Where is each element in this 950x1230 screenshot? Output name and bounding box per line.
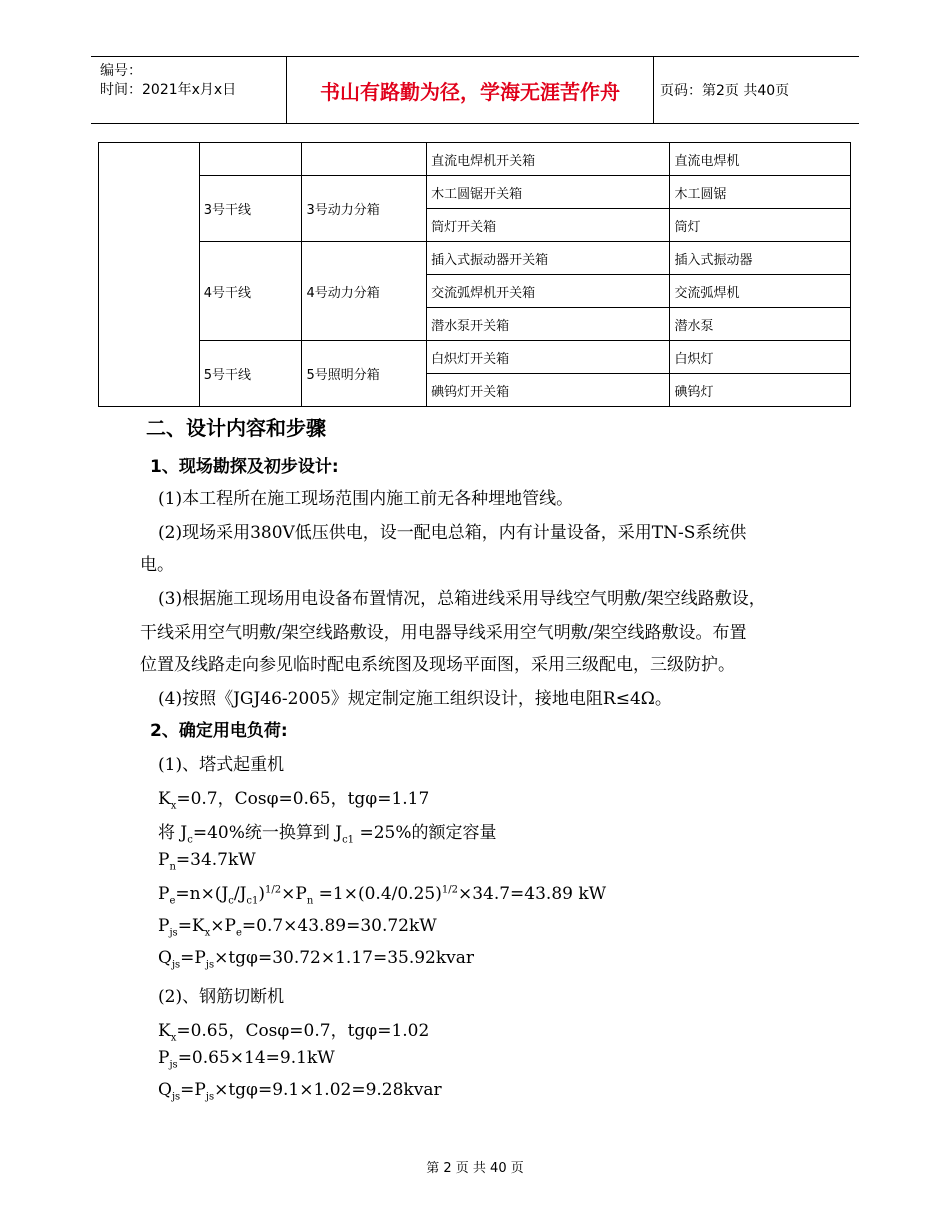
table-cell-merged — [99, 143, 200, 407]
table-cell-trunk: 4号干线 — [199, 242, 302, 341]
paragraph: (3)根据施工现场用电设备布置情况，总箱进线采用导线空气明敷/架空线路敷设， — [158, 589, 766, 609]
table-cell-subbox: 5号照明分箱 — [302, 341, 427, 407]
table-cell: 潜水泵 — [670, 308, 851, 341]
table-cell: 白炽灯开关箱 — [427, 341, 670, 374]
formula-part: =1×(0.4/0.25) — [313, 884, 442, 904]
formula-line — [158, 948, 474, 970]
subscript: c — [187, 834, 193, 846]
paragraph: (2)现场采用380V低压供电，设一配电总箱，内有计量设备，采用TN-S系统供 — [158, 523, 747, 543]
paragraph: (1)本工程所在施工现场范围内施工前无各种埋地管线。 — [158, 489, 574, 509]
formula-part: K — [158, 1021, 171, 1041]
subscript: c — [228, 895, 234, 907]
subscript: x — [170, 1032, 177, 1044]
formula-part: =0.65×14=9.1kW — [177, 1048, 335, 1068]
paragraph: 干线采用空气明敷/架空线路敷设，用电器导线采用空气明敷/架空线路敷设。布置 — [140, 623, 747, 643]
table-cell: 筒灯 — [670, 209, 851, 242]
subscript: n — [169, 861, 176, 873]
table-cell-trunk: 5号干线 — [199, 341, 302, 407]
formula-part: Q — [158, 948, 172, 968]
subscript: js — [171, 1091, 181, 1103]
formula-part: ×P — [281, 884, 307, 904]
subscript: js — [169, 927, 178, 939]
paragraph: 电。 — [140, 555, 174, 575]
item-heading: (1)、塔式起重机 — [158, 755, 285, 775]
formula-part: 将 J — [158, 823, 188, 843]
subscript: js — [205, 959, 215, 971]
item-heading: (2)、钢筋切断机 — [158, 987, 285, 1007]
table-row — [99, 143, 851, 176]
formula-part: =40%统一换算到 J — [192, 823, 343, 843]
superscript: 1/2 — [441, 884, 458, 896]
table-cell: 潜水泵开关箱 — [427, 308, 670, 341]
table-cell: 木工圆锯开关箱 — [427, 176, 670, 209]
table-row — [99, 341, 851, 374]
formula-part: =34.7kW — [175, 850, 256, 870]
table-cell: 交流弧焊机开关箱 — [427, 275, 670, 308]
header-meta — [91, 57, 286, 123]
formula-part: /J — [233, 884, 247, 904]
doc-code-label: 编号： — [100, 63, 142, 79]
subscript: c1 — [342, 834, 355, 846]
page-header — [91, 56, 859, 124]
section-heading: 二、设计内容和步骤 — [146, 416, 326, 440]
subscript: e — [169, 895, 176, 907]
formula-part: P — [158, 1048, 170, 1068]
table-cell-subbox: 4号动力分箱 — [302, 242, 427, 341]
table-cell: 直流电焊机 — [670, 143, 851, 176]
distribution-table — [98, 142, 851, 407]
superscript: 1/2 — [265, 884, 282, 896]
table-cell-subbox: 3号动力分箱 — [302, 176, 427, 242]
formula-part: K — [158, 789, 171, 809]
page-footer: 第 2 页 共 40 页 — [426, 1161, 524, 1176]
paragraph: 位置及线路走向参见临时配电系统图及现场平面图，采用三级配电，三级防护。 — [140, 655, 735, 675]
header-page-info: 页码：第2页 共40页 — [660, 83, 790, 99]
formula-part: ×tgφ=9.1×1.02=9.28kvar — [214, 1080, 442, 1100]
table-cell: 白炽灯 — [670, 341, 851, 374]
subscript: js — [171, 959, 181, 971]
formula-line — [158, 784, 429, 811]
table-cell — [302, 143, 427, 176]
header-motto: 书山有路勤为径，学海无涯苦作舟 — [286, 57, 654, 123]
formula-part: P — [158, 884, 170, 904]
table-cell: 木工圆锯 — [670, 176, 851, 209]
step-heading: 2、确定用电负荷: — [150, 721, 288, 741]
formula-line — [158, 1016, 429, 1043]
formula-line — [158, 916, 437, 938]
formula-line — [158, 1080, 442, 1102]
formula-part: =K — [177, 916, 205, 936]
subscript: x — [204, 927, 211, 939]
formula-part: P — [158, 916, 170, 936]
formula-part: =25%的额定容量 — [354, 823, 497, 843]
formula-line — [158, 884, 606, 906]
formula-part: ) — [258, 884, 266, 904]
table-cell-trunk: 3号干线 — [199, 176, 302, 242]
formula-part: Q — [158, 1080, 172, 1100]
formula-part: ×tgφ=30.72×1.17=35.92kvar — [214, 948, 475, 968]
formula-part: =n×(J — [175, 884, 229, 904]
formula-part: P — [158, 850, 170, 870]
formula-part: ×P — [210, 916, 236, 936]
formula-part: =0.65，Cosφ=0.7，tgφ=1.02 — [176, 1021, 430, 1041]
subscript: e — [235, 927, 242, 939]
table-cell: 插入式振动器 — [670, 242, 851, 275]
formula-line — [158, 818, 496, 845]
table-cell — [199, 143, 302, 176]
subscript: js — [169, 1059, 178, 1071]
formula-line — [158, 850, 256, 872]
formula-part: =P — [180, 1080, 206, 1100]
subscript: n — [306, 895, 314, 907]
formula-part: =0.7，Cosφ=0.65，tgφ=1.17 — [176, 789, 430, 809]
table-cell: 筒灯开关箱 — [427, 209, 670, 242]
table-row — [99, 176, 851, 209]
subscript: x — [170, 800, 177, 812]
step-heading: 1、现场勘探及初步设计: — [150, 457, 339, 477]
table-cell: 交流弧焊机 — [670, 275, 851, 308]
paragraph: (4)按照《JGJ46-2005》规定制定施工组织设计，接地电阻R≤4Ω。 — [158, 689, 672, 709]
table-cell: 直流电焊机开关箱 — [427, 143, 670, 176]
table-row — [99, 242, 851, 275]
formula-line — [158, 1048, 335, 1070]
formula-part: =P — [180, 948, 206, 968]
doc-date: 时间：2021年x月x日 — [100, 82, 237, 98]
table-cell: 碘钨灯 — [670, 374, 851, 407]
subscript: js — [205, 1091, 215, 1103]
table-cell: 碘钨灯开关箱 — [427, 374, 670, 407]
subscript: c1 — [246, 895, 259, 907]
formula-part: =0.7×43.89=30.72kW — [241, 916, 437, 936]
table-cell: 插入式振动器开关箱 — [427, 242, 670, 275]
formula-part: ×34.7=43.89 kW — [457, 884, 607, 904]
